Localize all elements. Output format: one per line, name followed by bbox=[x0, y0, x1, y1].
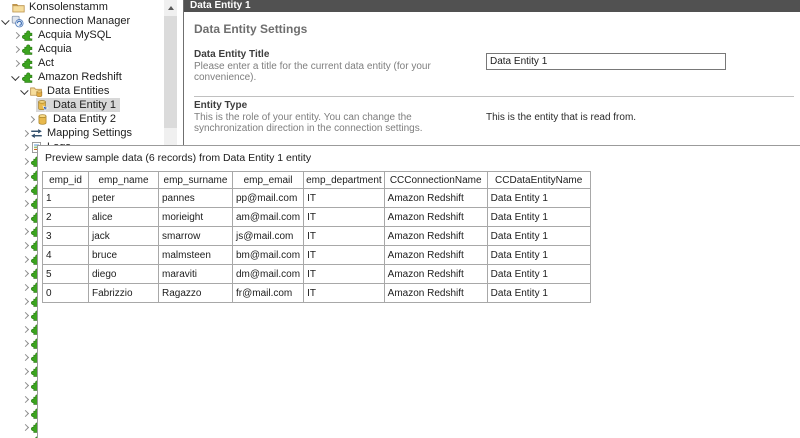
cell-emp_surname[interactable]: morieight bbox=[159, 208, 233, 227]
cell-emp_id[interactable]: 4 bbox=[43, 246, 89, 265]
chevron-right-icon[interactable] bbox=[11, 42, 21, 56]
chevron-down-icon[interactable] bbox=[20, 84, 30, 98]
chevron-right-icon[interactable] bbox=[20, 420, 30, 434]
chevron-right-icon[interactable] bbox=[20, 252, 30, 266]
tree-item-acquia-mysql[interactable] bbox=[0, 28, 164, 42]
tree-item-act[interactable] bbox=[0, 56, 164, 70]
tree-item-acquia[interactable] bbox=[0, 42, 164, 56]
tree-item-label: Connection Manager bbox=[28, 15, 131, 27]
cell-emp_surname[interactable]: malmsteen bbox=[159, 246, 233, 265]
cell-ccdataentityname[interactable]: Data Entity 1 bbox=[487, 227, 590, 246]
cell-ccconnectionname[interactable]: Amazon Redshift bbox=[384, 265, 487, 284]
cell-emp_surname[interactable]: maraviti bbox=[159, 265, 233, 284]
tree-item-surface[interactable] bbox=[36, 112, 120, 126]
cell-ccconnectionname[interactable]: Amazon Redshift bbox=[384, 284, 487, 303]
tree-item-amazon-redshift[interactable] bbox=[0, 70, 164, 84]
table-row bbox=[43, 246, 591, 265]
preview-table bbox=[42, 171, 591, 303]
chevron-right-icon[interactable] bbox=[20, 336, 30, 350]
section-title: Data Entity Settings bbox=[194, 22, 308, 36]
tree-item-data-entity-2[interactable] bbox=[0, 112, 164, 126]
tree-item-label: Acquia MySQL bbox=[38, 29, 112, 41]
cell-emp_name[interactable]: peter bbox=[89, 189, 159, 208]
tree-item-label: Acquia bbox=[38, 43, 72, 55]
connector-icon bbox=[21, 57, 35, 70]
cell-emp_email[interactable]: js@mail.com bbox=[233, 227, 304, 246]
panel-header: Data Entity 1 bbox=[184, 0, 800, 12]
column-header-ccdataentityname[interactable]: CCDataEntityName bbox=[487, 172, 590, 189]
chevron-right-icon[interactable] bbox=[11, 28, 21, 42]
chevron-right-icon[interactable] bbox=[20, 322, 30, 336]
cell-emp_id[interactable]: 5 bbox=[43, 265, 89, 284]
connector-icon bbox=[21, 43, 35, 56]
description-line: synchronization direction in the connection settings. bbox=[194, 123, 423, 134]
cell-emp_email[interactable]: am@mail.com bbox=[233, 208, 304, 227]
cell-emp_department[interactable]: IT bbox=[304, 246, 385, 265]
selected-tree-item-surface[interactable] bbox=[36, 98, 120, 112]
connector-icon bbox=[21, 71, 35, 84]
folder-database-icon bbox=[30, 85, 44, 98]
data-entity-title-description bbox=[194, 61, 431, 83]
chevron-right-icon[interactable] bbox=[20, 308, 30, 322]
preview-title: Preview sample data (6 records) from Data Entity 1 entity bbox=[45, 152, 312, 164]
entity-type-description bbox=[194, 112, 422, 134]
column-header-emp_department[interactable]: emp_department bbox=[304, 172, 385, 189]
data-entity-title-label: Data Entity Title bbox=[194, 49, 270, 60]
connection-manager-icon bbox=[11, 15, 25, 28]
chevron-right-icon[interactable] bbox=[20, 126, 30, 140]
connector-icon bbox=[21, 29, 35, 42]
cell-emp_department[interactable]: IT bbox=[304, 284, 385, 303]
mapping-arrows-icon bbox=[30, 127, 44, 140]
chevron-down-icon[interactable] bbox=[11, 70, 21, 84]
description-line: convenience). bbox=[194, 72, 257, 83]
tree-item-surface[interactable] bbox=[30, 126, 136, 140]
column-header-emp_email[interactable]: emp_email bbox=[233, 172, 304, 189]
tree-item-connection-manager[interactable] bbox=[0, 14, 164, 28]
expander-spacer bbox=[26, 98, 36, 112]
tree-item-label: Amazon Redshift bbox=[38, 71, 122, 83]
cell-emp_id[interactable]: 1 bbox=[43, 189, 89, 208]
cell-ccdataentityname[interactable]: Data Entity 1 bbox=[487, 189, 590, 208]
section-divider bbox=[194, 96, 794, 97]
cell-ccdataentityname[interactable]: Data Entity 1 bbox=[487, 284, 590, 303]
chevron-right-icon[interactable] bbox=[20, 140, 30, 154]
cell-ccconnectionname[interactable]: Amazon Redshift bbox=[384, 246, 487, 265]
chevron-right-icon[interactable] bbox=[20, 434, 30, 438]
cell-emp_email[interactable]: dm@mail.com bbox=[233, 265, 304, 284]
cell-emp_email[interactable]: bm@mail.com bbox=[233, 246, 304, 265]
cell-emp_department[interactable]: IT bbox=[304, 227, 385, 246]
tree-item-data-entity-1[interactable] bbox=[0, 98, 164, 112]
chevron-right-icon[interactable] bbox=[20, 350, 30, 364]
cell-ccconnectionname[interactable]: Amazon Redshift bbox=[384, 227, 487, 246]
column-header-emp_surname[interactable]: emp_surname bbox=[159, 172, 233, 189]
data-entity-title-input[interactable] bbox=[486, 53, 726, 70]
cell-ccdataentityname[interactable]: Data Entity 1 bbox=[487, 208, 590, 227]
chevron-right-icon[interactable] bbox=[20, 224, 30, 238]
cell-emp_department[interactable]: IT bbox=[304, 265, 385, 284]
tree-item-mapping-settings[interactable] bbox=[0, 126, 164, 140]
chevron-right-icon[interactable] bbox=[11, 56, 21, 70]
preview-panel bbox=[37, 145, 800, 438]
cell-ccdataentityname[interactable]: Data Entity 1 bbox=[487, 246, 590, 265]
description-line: Please enter a title for the current data entity (for your bbox=[194, 61, 431, 72]
column-header-emp_name[interactable]: emp_name bbox=[89, 172, 159, 189]
tree-item-data-entities[interactable] bbox=[0, 84, 164, 98]
tree-item-surface[interactable] bbox=[21, 56, 58, 70]
tree-item-surface[interactable] bbox=[21, 70, 126, 84]
database-selected-icon bbox=[36, 99, 50, 112]
cell-emp_surname[interactable]: smarrow bbox=[159, 227, 233, 246]
chevron-right-icon[interactable] bbox=[20, 364, 30, 378]
chevron-right-icon[interactable] bbox=[20, 182, 30, 196]
entity-type-value: This is the entity that is read from. bbox=[486, 112, 637, 123]
database-icon bbox=[36, 113, 50, 126]
tree-item-surface[interactable] bbox=[30, 84, 113, 98]
tree-item-label: Data Entities bbox=[47, 85, 110, 97]
tree-item-label: Act bbox=[38, 57, 54, 69]
tree-item-surface[interactable] bbox=[21, 42, 76, 56]
chevron-down-icon[interactable] bbox=[1, 14, 11, 28]
tree-item-surface[interactable] bbox=[11, 14, 134, 28]
scrollbar-thumb[interactable] bbox=[164, 16, 177, 128]
tree-item-label: Konsolenstamm bbox=[29, 1, 108, 13]
table-row bbox=[43, 265, 591, 284]
tree-item-konsolenstamm[interactable] bbox=[0, 0, 164, 14]
table-row bbox=[43, 208, 591, 227]
table-row bbox=[43, 284, 591, 303]
expander-spacer bbox=[2, 0, 12, 14]
cell-emp_name[interactable]: alice bbox=[89, 208, 159, 227]
tree-scrollbar[interactable] bbox=[164, 0, 177, 145]
description-line: This is the role of your entity. You can change the bbox=[194, 112, 412, 123]
tree-item-label: Data Entity 2 bbox=[53, 113, 116, 125]
cell-ccconnectionname[interactable]: Amazon Redshift bbox=[384, 189, 487, 208]
chevron-right-icon[interactable] bbox=[20, 392, 30, 406]
cell-emp_id[interactable]: 0 bbox=[43, 284, 89, 303]
cell-emp_id[interactable]: 2 bbox=[43, 208, 89, 227]
cell-emp_department[interactable]: IT bbox=[304, 189, 385, 208]
cell-ccdataentityname[interactable]: Data Entity 1 bbox=[487, 265, 590, 284]
chevron-right-icon[interactable] bbox=[26, 112, 36, 126]
tree-item-surface[interactable] bbox=[12, 0, 112, 14]
cell-emp_id[interactable]: 3 bbox=[43, 227, 89, 246]
table-row bbox=[43, 189, 591, 208]
folder-icon bbox=[12, 1, 26, 14]
cell-emp_name[interactable]: Fabrizzio bbox=[89, 284, 159, 303]
cell-emp_surname[interactable]: Ragazzo bbox=[159, 284, 233, 303]
cell-emp_name[interactable]: bruce bbox=[89, 246, 159, 265]
chevron-right-icon[interactable] bbox=[20, 294, 30, 308]
cell-ccconnectionname[interactable]: Amazon Redshift bbox=[384, 208, 487, 227]
cell-emp_email[interactable]: pp@mail.com bbox=[233, 189, 304, 208]
column-header-emp_id[interactable]: emp_id bbox=[43, 172, 89, 189]
tree-item-surface[interactable] bbox=[21, 28, 115, 42]
table-row bbox=[43, 227, 591, 246]
cell-emp_surname[interactable]: pannes bbox=[159, 189, 233, 208]
chevron-right-icon[interactable] bbox=[20, 238, 30, 252]
table-header-row bbox=[43, 172, 591, 189]
cell-emp_email[interactable]: fr@mail.com bbox=[233, 284, 304, 303]
cell-emp_name[interactable]: diego bbox=[89, 265, 159, 284]
cell-emp_department[interactable]: IT bbox=[304, 208, 385, 227]
chevron-right-icon[interactable] bbox=[20, 196, 30, 210]
chevron-right-icon[interactable] bbox=[20, 210, 30, 224]
tree-item-label: Data Entity 1 bbox=[53, 99, 116, 111]
chevron-right-icon[interactable] bbox=[20, 406, 30, 420]
chevron-right-icon[interactable] bbox=[20, 168, 30, 182]
scrollbar-up-button[interactable] bbox=[164, 0, 177, 15]
scroll-up-arrow-icon bbox=[168, 6, 174, 10]
entity-type-label: Entity Type bbox=[194, 100, 248, 111]
column-header-ccconnectionname[interactable]: CCConnectionName bbox=[384, 172, 487, 189]
cell-emp_name[interactable]: jack bbox=[89, 227, 159, 246]
chevron-right-icon[interactable] bbox=[20, 378, 30, 392]
tree-item-label: Mapping Settings bbox=[47, 127, 132, 139]
chevron-right-icon[interactable] bbox=[20, 266, 30, 280]
chevron-right-icon[interactable] bbox=[20, 154, 30, 168]
chevron-right-icon[interactable] bbox=[20, 280, 30, 294]
